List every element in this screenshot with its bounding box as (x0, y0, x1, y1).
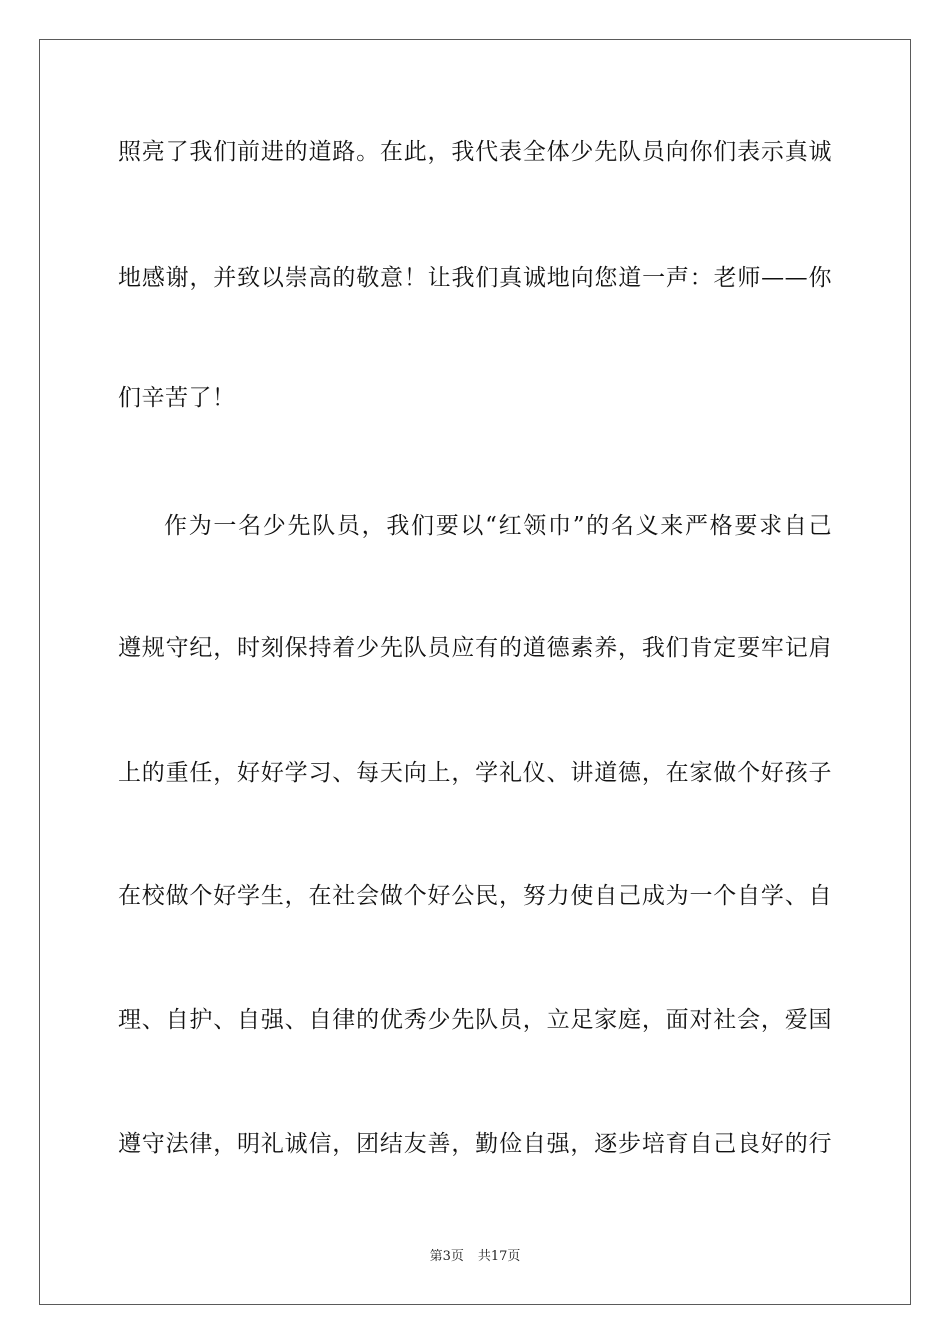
page-total: 共17页 (477, 1249, 521, 1264)
paragraph-line: 作为一名少先队员，我们要以“红领巾”的名义来严格要求自己 (164, 513, 832, 539)
paragraph-line: 地感谢，并致以崇高的敬意！让我们真诚地向您道一声：老师——你 (118, 265, 832, 291)
page-number: 第3页 (429, 1249, 464, 1264)
paragraph-line: 照亮了我们前进的道路。在此，我代表全体少先队员向你们表示真诚 (118, 139, 832, 165)
page-border (39, 39, 911, 1305)
paragraph-line: 在校做个好学生，在社会做个好公民，努力使自己成为一个自学、自 (118, 883, 832, 909)
paragraph-line: 理、自护、自强、自律的优秀少先队员，立足家庭，面对社会，爱国 (118, 1007, 832, 1033)
paragraph-line: 遵规守纪，时刻保持着少先队员应有的道德素养，我们肯定要牢记肩 (118, 635, 832, 661)
paragraph-line: 上的重任，好好学习、每天向上，学礼仪、讲道德，在家做个好孩子 (118, 760, 832, 786)
page-footer (0, 1248, 950, 1266)
paragraph-line: 遵守法律，明礼诚信，团结友善，勤俭自强，逐步培育自己良好的行 (118, 1131, 832, 1157)
paragraph-line: 们辛苦了！ (118, 385, 236, 411)
